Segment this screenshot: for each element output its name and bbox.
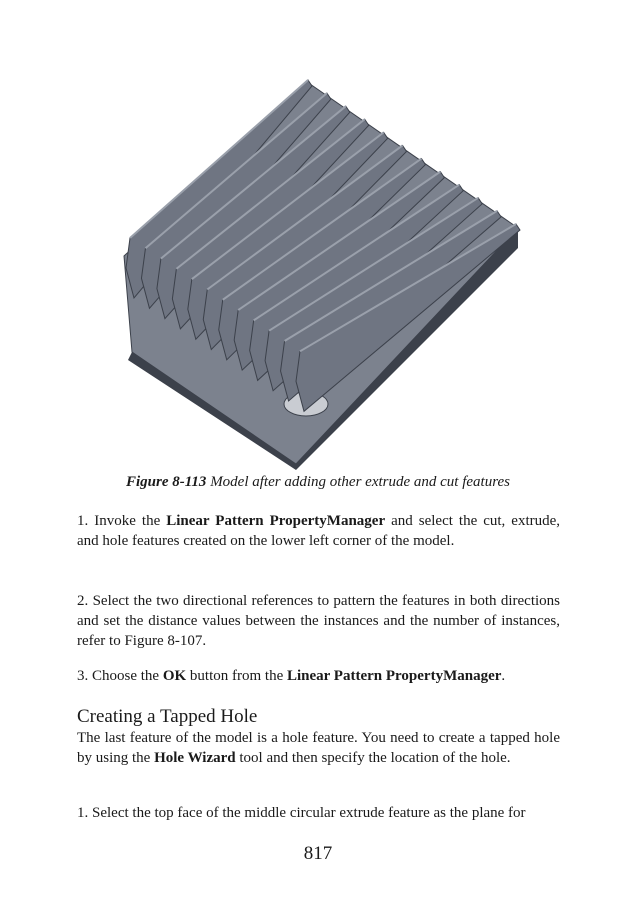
linear-pattern-propertymanager-term-2: Linear Pattern PropertyManager [287, 668, 502, 684]
figure-caption-label: Figure 8-113 [126, 474, 207, 490]
section-intro-text-post: tool and then specify the location of the hole. [239, 750, 511, 766]
page-number: 817 [303, 843, 333, 864]
step-a1 [77, 511, 560, 551]
step-a1-number: 1. [77, 513, 89, 529]
step-b1-number: 1. [77, 805, 89, 821]
hole-wizard-term: Hole Wizard [154, 750, 236, 766]
step-a2-text: Select the two directional references to pattern the features in both directions and set the distance values between the instances and the number of instances, refer to Figure 8-107. [77, 593, 560, 649]
step-a2-number: 2. [77, 593, 89, 609]
section-heading: Creating a Tapped Hole [77, 706, 258, 727]
step-a1-text-post: and select the cut, extrude, and hole features created on the lower left corner of the model. [77, 513, 561, 549]
heat-sink-model-image [110, 78, 530, 470]
step-a3 [77, 666, 560, 686]
step-a2 [77, 591, 560, 651]
heat-sink-figure [110, 78, 530, 470]
section-intro [77, 728, 560, 768]
section-intro-text-pre: The last feature of the model is a hole feature. You need to create a tapped hole by using the [77, 730, 560, 766]
step-a3-text-post: . [501, 668, 506, 684]
linear-pattern-propertymanager-term: Linear Pattern PropertyManager [166, 513, 386, 529]
step-a3-text-mid: button from the [189, 668, 284, 684]
figure-caption [0, 474, 636, 491]
step-b1 [77, 803, 560, 823]
figure-caption-text: Model after adding other extrude and cut features [210, 474, 510, 490]
step-a1-text-pre: Invoke the [94, 513, 161, 529]
ok-button-term: OK [162, 668, 187, 684]
step-b1-text: Select the top face of the middle circular extrude feature as the plane for [92, 805, 526, 821]
step-a3-number: 3. [77, 668, 89, 684]
step-a3-text-pre: Choose the [92, 668, 160, 684]
